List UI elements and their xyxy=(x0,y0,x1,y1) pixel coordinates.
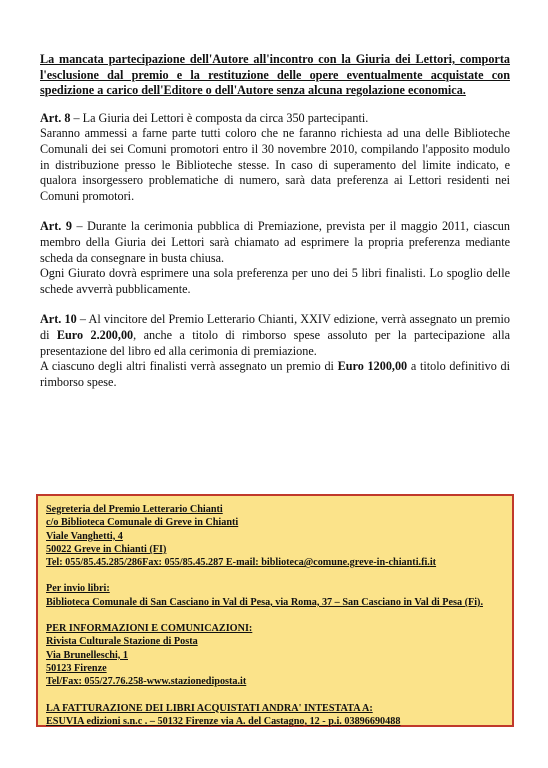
informazioni-line: Via Brunelleschi, 1 xyxy=(46,649,128,661)
article-10-text-1a: – Al vincitore del Premio Letterario Chianti, XXIV edizione, verrà assegnato un premio di xyxy=(40,312,510,342)
fatturazione-line: LA FATTURAZIONE DEI LIBRI ACQUISTATI ANDRA' INTESTATA A: xyxy=(46,702,373,714)
document-body xyxy=(40,52,510,405)
segreteria-line: c/o Biblioteca Comunale di Greve in Chianti xyxy=(46,517,239,529)
article-10-text-2b: a titolo definitivo di rimborso spese. xyxy=(40,359,510,389)
segreteria-line: 50022 Greve in Chianti (FI) xyxy=(46,543,167,555)
informazioni-contact-line[interactable]: Tel/Fax: 055/27.76.258-www.stazionediposta.it xyxy=(46,676,247,688)
article-8-text-2: Saranno ammessi a farne parte tutti coloro che ne faranno richiesta ad una delle Biblioteche Comunali dei sei Comuni promotori entro il 30 novembre 2010, compilando l'apposito modulo in distribuzione presso le Biblioteche stesse. In caso di superamento del limite indicato, e qualora insorgessero problematiche di numero, sarà data preferenza ai Lettori residenti nei Comuni promotori. xyxy=(40,126,510,203)
article-9-title: Art. 9 xyxy=(40,219,72,234)
article-9-text-2: Ogni Giurato dovrà esprimere una sola preferenza per uno dei 5 libri finalisti. Lo spoglio delle schede avverrà pubblicamente. xyxy=(40,266,510,296)
spacer xyxy=(46,609,504,622)
informazioni-line: Rivista Culturale Stazione di Posta xyxy=(46,636,198,648)
spacer xyxy=(46,569,504,582)
article-9-text-1: – Durante la cerimonia pubblica di Premiazione, prevista per il maggio 2011, ciascun membro della Giuria dei Lettori sarà chiamato ad esprimere la propria preferenza mediante scheda da consegnare in busta chiusa. xyxy=(40,219,510,265)
invio-line: Per invio libri: xyxy=(46,583,110,595)
article-10-amount-winner: Euro 2.200,00 xyxy=(56,327,134,342)
informazioni-line: 50123 Firenze xyxy=(46,662,107,674)
article-10-text-1b: , anche a titolo di rimborso spese assoluto per la partecipazione alla presentazione del libro ed alla cerimonia di premiazione. xyxy=(40,327,510,358)
segreteria-contact-line[interactable]: Tel: 055/85.45.285/286Fax: 055/85.45.287 E-mail: biblioteca@comune.greve-in-chianti.fi.it xyxy=(46,557,437,569)
article-10-text-2a: A ciascuno degli altri finalisti verrà assegnato un premio di xyxy=(40,359,338,374)
intro-paragraph: La mancata partecipazione dell'Autore all'incontro con la Giuria dei Lettori, comporta l'esclusione dal premio e la restituzione delle opere eventualmente acquistate con spedizione a carico dell'Editore o dell'Autore senza alcuna regolazione economica. xyxy=(40,52,510,98)
segreteria-line: Segreteria del Premio Letterario Chianti xyxy=(46,504,223,515)
article-10-amount-finalists: Euro 1200,00 xyxy=(337,359,408,374)
article-10-title: Art. 10 xyxy=(40,312,77,327)
contact-info-box xyxy=(36,494,514,727)
article-8-title: Art. 8 xyxy=(40,110,71,125)
article-8-text-1: – La Giuria dei Lettori è composta da circa 350 partecipanti. xyxy=(70,110,369,125)
spacer xyxy=(46,689,504,702)
fatturazione-line: ESUVIA edizioni s.n.c . – 50132 Firenze via A. del Castagno, 12 - p.i. 03896690488 xyxy=(46,715,401,727)
article-10 xyxy=(40,312,510,390)
informazioni-line: PER INFORMAZIONI E COMUNICAZIONI: xyxy=(46,623,253,635)
segreteria-line: Viale Vanghetti, 4 xyxy=(46,530,123,542)
invio-line: Biblioteca Comunale di San Casciano in Val di Pesa, via Roma, 37 – San Casciano in Val di Pesa (Fi). xyxy=(46,596,483,608)
article-9 xyxy=(40,219,510,297)
article-8 xyxy=(40,111,510,205)
